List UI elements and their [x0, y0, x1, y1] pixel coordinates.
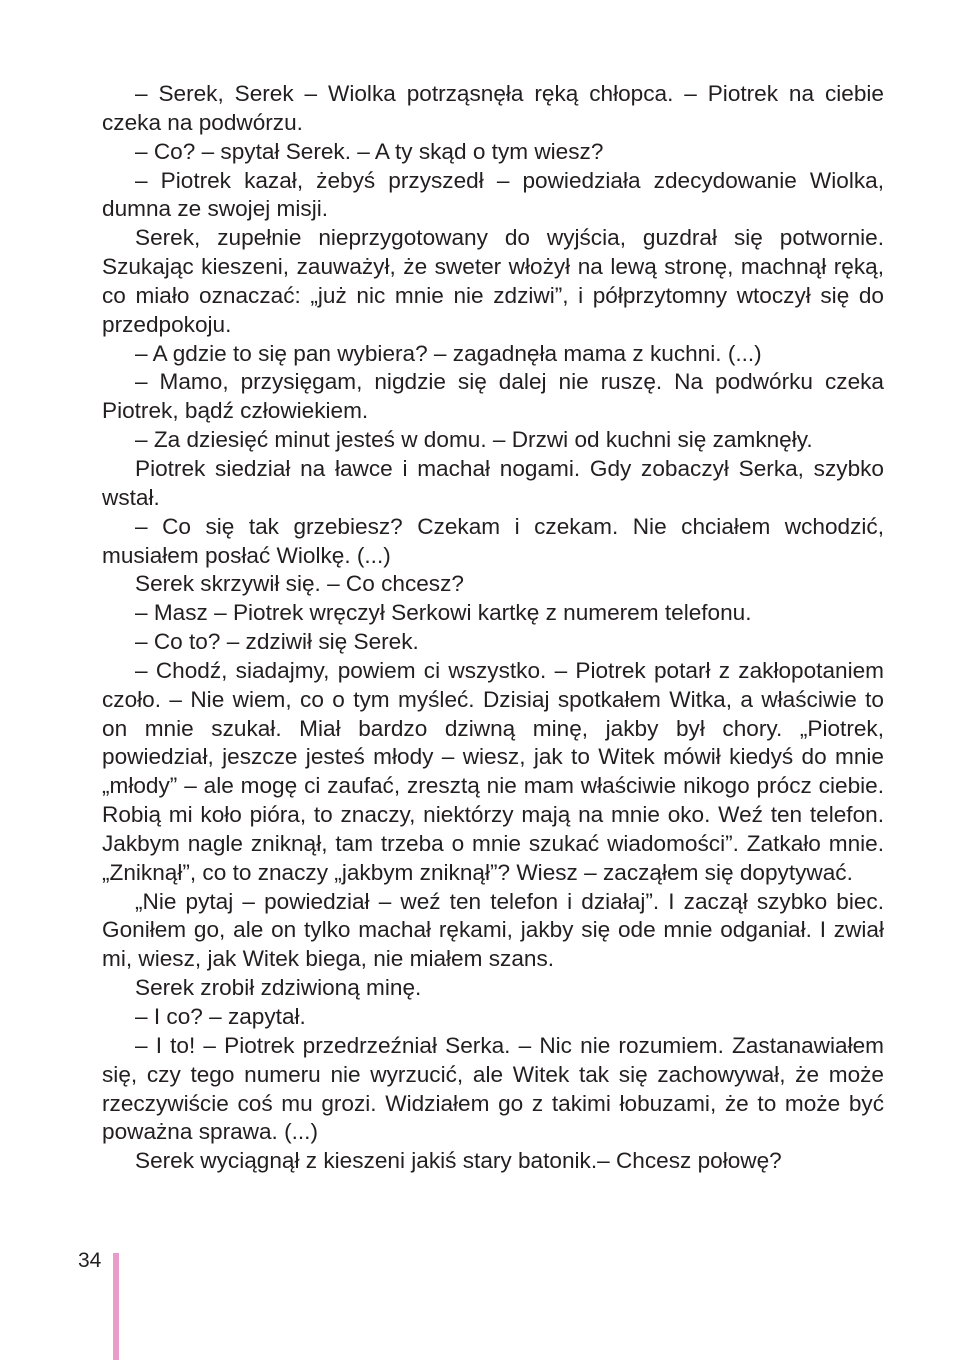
paragraph-14: „Nie pytaj – powiedział – weź ten telefon i działaj”. I zaczął szybko biec. Goniłem go, ale on tylko machał rękami, jakby się ode mnie odganiał. I zwiał mi, wiesz, jak Witek biega, nie miałem szans. [102, 888, 884, 972]
paragraph-12: – Co to? – zdziwił się Serek. [135, 629, 419, 655]
paragraph-6: – Mamo, przysięgam, nigdzie się dalej nie ruszę. Na podwórku czeka Piotrek, bądź człowiekiem. [102, 369, 884, 424]
page-accent-bar [113, 1253, 119, 1360]
paragraph-15: Serek zrobił zdziwioną minę. [135, 975, 422, 1001]
paragraph-5: – A gdzie to się pan wybiera? – zagadnęła mama z kuchni. (...) [135, 340, 762, 366]
paragraph-17: – I to! – Piotrek przedrzeźniał Serka. – Nic nie rozumiem. Zastanawiałem się, czy tego numeru nie wyrzucić, ale Witek tak się zachowywał, że może rzeczywiście coś mu grozi. Widziałem go z takimi łobuzami, że to może być poważna sprawa. (...) [102, 1032, 884, 1145]
paragraph-16: – I co? – zapytał. [135, 1004, 306, 1029]
story-text [102, 80, 884, 1176]
paragraph-2: – Co? – spytał Serek. – A ty skąd o tym wiesz? [135, 138, 604, 164]
paragraph-8: Piotrek siedział na ławce i machał nogami. Gdy zobaczył Serka, szybko wstał. [102, 455, 884, 510]
paragraph-4: Serek, zupełnie nieprzygotowany do wyjścia, guzdrał się potwornie. Szukając kieszeni, zauważył, że sweter włożył na lewą stronę, machnął ręką, co miało oznaczać: „już nic mnie nie zdziwi”, i półprzytomny wtoczył się do przedpokoju. [102, 225, 884, 337]
paragraph-1: – Serek, Serek – Wiolka potrząsnęła ręką chłopca. – Piotrek na ciebie czeka na podwórzu. [102, 81, 884, 135]
page-number: 34 [78, 1249, 102, 1272]
paragraph-10: Serek skrzywił się. – Co chcesz? [135, 571, 464, 597]
paragraph-18: Serek wyciągnął z kieszeni jakiś stary batonik.– Chcesz połowę? [135, 1148, 782, 1174]
paragraph-9: – Co się tak grzebiesz? Czekam i czekam. Nie chciałem wchodzić, musiałem posłać Wiolkę. (...) [102, 513, 884, 568]
paragraph-3: – Piotrek kazał, żebyś przyszedł – powiedziała zdecydowanie Wiolka, dumna ze swojej misji. [102, 167, 884, 222]
paragraph-13: – Chodź, siadajmy, powiem ci wszystko. – Piotrek potarł z zakłopotaniem czoło. – Nie wiem, co o tym myśleć. Dzisiaj spotkałem Witka, a właściwie to on mnie szukał. Miał bardzo dziwną minę, jakby był chory. „Piotrek, powiedział, jeszcze jesteś młody – wiesz, jak to Witek mówił kiedyś do mnie „młody” – ale mogę ci zaufać, zresztą nie mam właściwie nikogo prócz ciebie. Robią mi koło pióra, to znaczy, niektórzy mają na mnie oko. Weź ten telefon. Jakbym nagle zniknął, tam trzeba o mnie szukać wiadomości”. Zatkało mnie. „Zniknął”, co to znaczy „jakbym zniknął”? Wiesz – zacząłem się dopytywać. [102, 657, 884, 885]
paragraph-7: – Za dziesięć minut jesteś w domu. – Drzwi od kuchni się zamknęły. [135, 427, 813, 453]
paragraph-11: – Masz – Piotrek wręczył Serkowi kartkę z numerem telefonu. [135, 600, 752, 626]
